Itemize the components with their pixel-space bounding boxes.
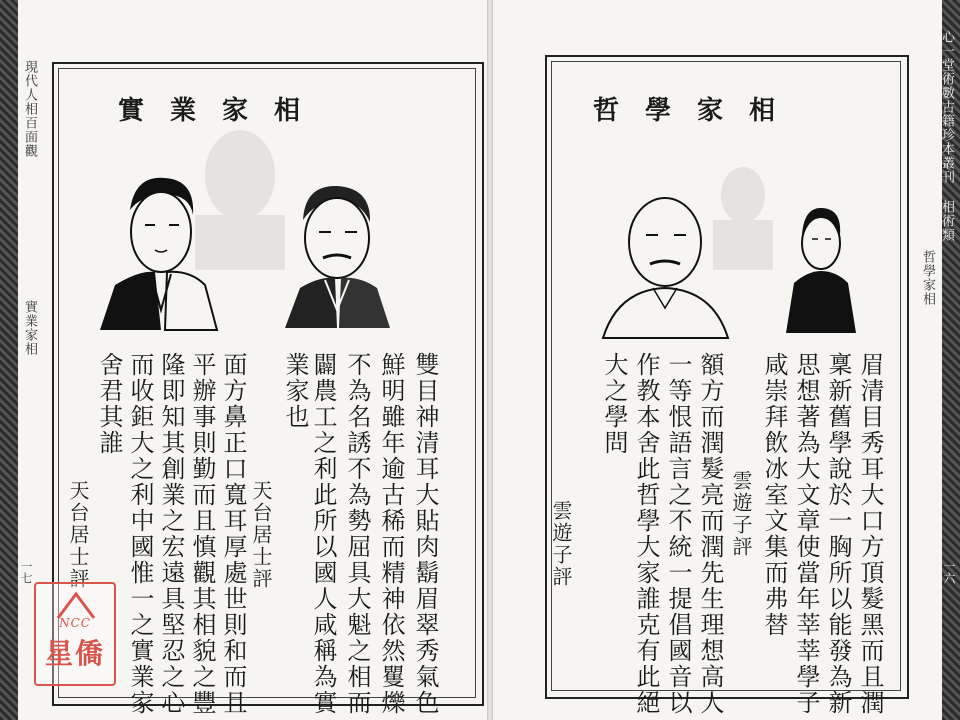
right-margin-subtitle: 哲學家相 [920, 250, 935, 306]
stamp-latin: NCC [59, 616, 91, 630]
right-page-number: 一六 [942, 560, 956, 584]
left-text-column-5: 闢農工之利此所以國人咸稱為實 [309, 352, 337, 716]
left-text-column-2: 雙目神清耳大貼肉鬍眉翠秀氣色 [411, 352, 439, 716]
left-text-column-1: 業家也 [281, 352, 309, 430]
left-page-edge [0, 0, 18, 720]
stamp-roof-icon [56, 590, 96, 620]
right-text-column-8: 大之學問 [600, 352, 628, 456]
left-margin-subtitle: 實業家相 [22, 300, 37, 356]
right-signature-2: 雲遊子評 [549, 500, 573, 588]
left-text-column-6: 舍君其誰 [95, 352, 123, 456]
right-text-column-7: 作教本舍此哲學大家誰克有此絕 [632, 352, 660, 716]
right-text-column-1: 眉清目秀耳大口方頂髮黑而且潤 [856, 352, 884, 716]
left-signature-2: 天台居士評 [66, 480, 90, 590]
portrait-elder-man [275, 180, 395, 330]
left-text-column-8: 隆即知其創業之宏遠具堅忍之心 [157, 352, 185, 716]
right-page-heading: 哲學家相 [593, 96, 802, 126]
watermark-stamp [34, 582, 116, 686]
stamp-chinese: 星僑 [44, 637, 105, 670]
portrait-bald-man [598, 190, 733, 340]
left-text-column-9: 平辦事則勤而且慎觀其相貌之豐 [188, 352, 216, 716]
right-text-column-6: 一等恨語言之不統一提倡國音以 [664, 352, 692, 716]
right-text-column-2: 稟新舊學說於一胸所以能發為新 [824, 352, 852, 716]
right-text-column-5: 額方而潤髮亮而潤先生理想高人 [696, 352, 724, 716]
left-text-column-10: 面方鼻正口寬耳厚處世則和而且 [219, 352, 247, 716]
left-page-heading: 實業家相 [118, 96, 327, 126]
left-text-column-4: 不為名誘不為勢屈具大魁之相而 [343, 352, 371, 716]
left-text-column-3: 鮮明雖年逾古稀而精神依然矍爍 [377, 352, 405, 716]
portrait-young-man [95, 170, 220, 335]
right-text-column-4: 咸崇拜飲冰室文集而弗替 [760, 352, 788, 638]
left-signature-1: 天台居士評 [249, 480, 273, 590]
left-margin-title: 現代人相百面觀 [22, 60, 37, 158]
left-page-number: 一七 [19, 560, 33, 584]
left-text-column-7: 而收鉅大之利中國惟一之實業家 [126, 352, 154, 716]
right-page [493, 0, 960, 720]
right-signature-1: 雲遊子評 [729, 470, 753, 558]
right-text-column-3: 思想著為大文章使當年莘莘學子 [792, 352, 820, 716]
portrait-scholar [780, 205, 860, 335]
right-margin-title: 心一堂術數古籍珍本叢刊 相術類 [939, 30, 954, 242]
